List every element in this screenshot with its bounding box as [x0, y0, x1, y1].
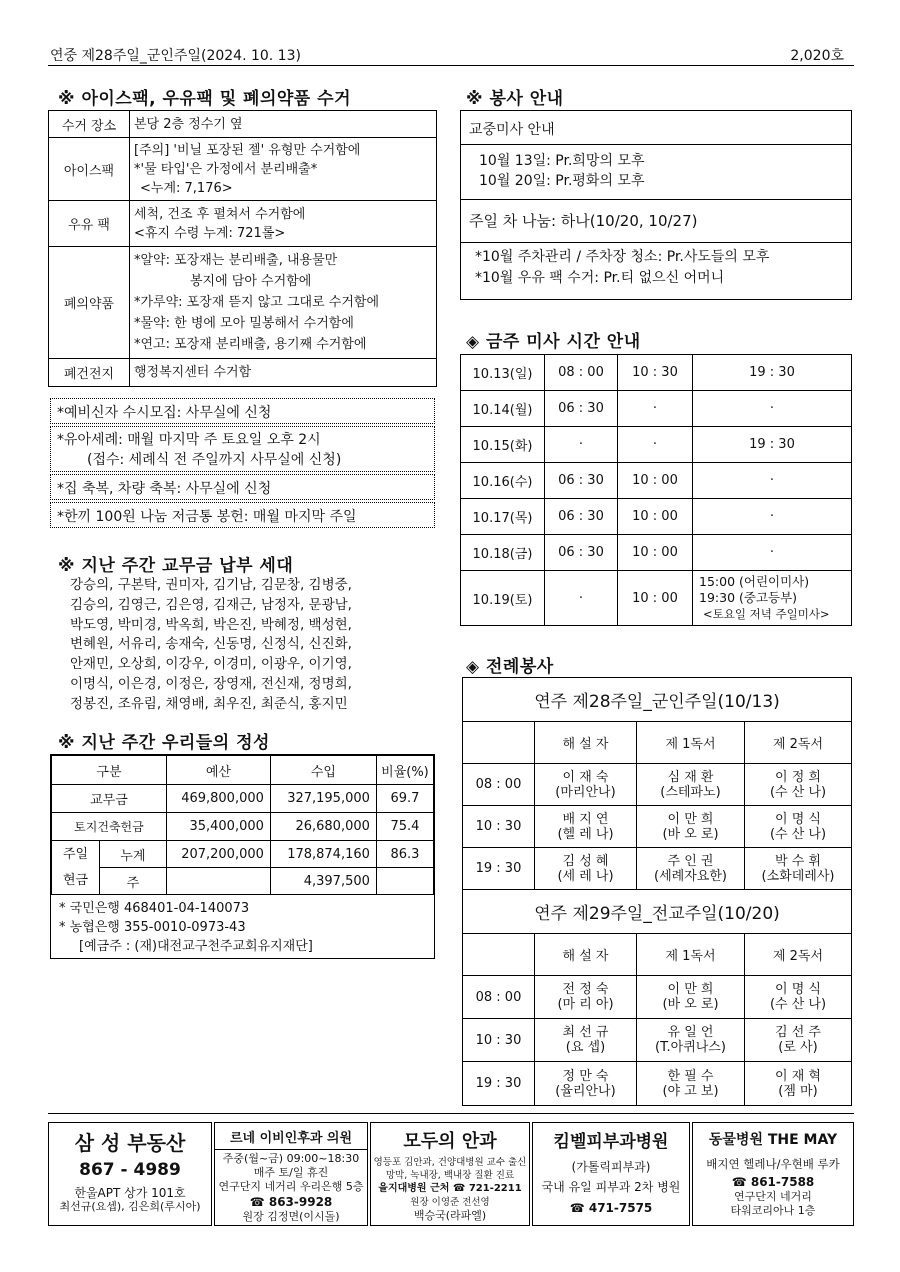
- reader-name: 주 인 권: [667, 853, 714, 869]
- mass-time: ·: [693, 499, 852, 535]
- ad-phone: 867 - 4989: [79, 1160, 181, 1180]
- donor-line: 변혜원, 서유리, 송재숙, 신동명, 신정식, 신진화,: [70, 636, 352, 653]
- liturgy-header: 제 2독서: [745, 722, 852, 764]
- reader-name: 김 성 혜: [562, 853, 609, 869]
- mass-date: 10.14(월): [461, 391, 545, 427]
- ad-line: 영등포 김안과, 건양대병원 교수 출신: [373, 1157, 527, 1168]
- bank-line: [예금주 : (재)대전교구천주교회유지재단]: [79, 939, 313, 954]
- mass-time: 19:30 (중고등부): [699, 590, 798, 605]
- offering-label: 주: [100, 868, 167, 895]
- reader-name: 이 명 식: [775, 982, 821, 997]
- service-panel: [460, 110, 852, 300]
- mass-guide: [461, 145, 851, 199]
- collection-label: 아이스팩: [49, 138, 130, 201]
- offering-label: 누계: [100, 841, 167, 868]
- collection-line: 봉지에 담아 수거함에: [190, 274, 312, 290]
- offering-label: 토지건축헌금: [52, 813, 167, 841]
- ad-line: 원장 이영준 전선영: [410, 1197, 490, 1208]
- collection-label: 수거 장소: [49, 111, 130, 138]
- reader-baptismal: (로 사): [778, 1040, 818, 1055]
- liturgy-time: 19 : 30: [463, 1062, 535, 1106]
- notice-text: *예비신자 수시모집: 사무실에 신청: [57, 405, 272, 421]
- collection-value: 행정복지센터 수거함: [130, 358, 437, 386]
- offering-income: 178,874,160: [270, 841, 376, 868]
- mass-time: 19 : 30: [693, 355, 852, 391]
- bank-accounts: [51, 895, 434, 960]
- reader-name: 이 재 숙: [562, 769, 609, 785]
- notice-box: [50, 502, 435, 528]
- donor-line: 안재민, 오상희, 이강우, 이경미, 이광우, 이기영,: [70, 656, 352, 673]
- mass-date: 10.18(금): [461, 535, 545, 571]
- notice-box: [50, 426, 435, 472]
- mass-time: 10 : 30: [618, 355, 693, 391]
- collection-line: [주의] '비닐 포장된 젤' 유형만 수거함에: [134, 142, 361, 158]
- offering-ratio-empty: [376, 868, 433, 895]
- reader-name: 이 재 혁: [775, 1068, 821, 1084]
- offering-group-label: [52, 841, 100, 895]
- mass-time: ·: [618, 391, 693, 427]
- reader-name: 이 만 희: [667, 982, 714, 997]
- reader-baptismal: (바 오 로): [662, 826, 719, 842]
- ad-line: 한울APT 상가 101호: [74, 1186, 186, 1200]
- offering-budget-empty: [166, 868, 270, 895]
- collection-table: [48, 110, 437, 387]
- notice-text: *한끼 100원 나눔 저금통 봉헌: 매월 마지막 주일: [57, 509, 357, 525]
- liturgy-time: 19 : 30: [463, 848, 535, 890]
- mass-time: 06 : 30: [545, 499, 618, 535]
- mass-time: ·: [618, 427, 693, 463]
- liturgy-table: [462, 677, 852, 1105]
- collection-label: 폐의약품: [49, 247, 130, 358]
- mass-note: <토요일 저녁 주일미사>: [703, 607, 830, 621]
- reader-baptismal: (수 산 나): [769, 784, 827, 800]
- liturgy-time: 10 : 30: [463, 806, 535, 848]
- offering-header: 예산: [166, 756, 270, 785]
- donors-list: [70, 576, 352, 715]
- footer-divider: [48, 1113, 854, 1114]
- liturgy-time: 10 : 30: [463, 1019, 535, 1062]
- reader-baptismal: (수 산 나): [769, 997, 827, 1012]
- mass-time: 10 : 00: [618, 463, 693, 499]
- reader-name: 이 명 식: [775, 811, 821, 827]
- issue-number: 2,020호: [790, 48, 844, 64]
- ad-phone: ☎ 471-7575: [569, 1201, 653, 1215]
- collection-line: *알약: 포장재는 분리배출, 내용물만: [134, 253, 338, 269]
- collection-line: *물약: 한 병에 모아 밀봉해서 수거함에: [134, 316, 354, 332]
- mass-times-table: [460, 354, 852, 625]
- notice-text: *유아세례: 매월 마지막 주 토요일 오후 2시: [57, 432, 321, 448]
- mass-saturday-times: [693, 571, 852, 626]
- reader-baptismal: (세 레 나): [557, 868, 614, 884]
- reader-name: 이 만 희: [667, 811, 714, 827]
- duty-list: [461, 243, 851, 293]
- reader-name: 전 정 숙: [562, 982, 609, 997]
- reader-name: 최 선 규: [562, 1025, 609, 1040]
- ad-dermatology: [532, 1122, 690, 1226]
- ad-title: 삼 성 부동산: [74, 1131, 186, 1155]
- reader-baptismal: (마 리 아): [557, 997, 614, 1012]
- notice-box: [50, 398, 435, 424]
- reader-name: 이 정 희: [775, 769, 821, 785]
- collection-label: 우유 팩: [49, 201, 130, 247]
- mass-time: ·: [545, 571, 618, 626]
- ad-ent-clinic: [214, 1122, 368, 1226]
- reader-name: 배 지 연: [562, 811, 609, 827]
- reader-baptismal: (바 오 로): [662, 997, 719, 1012]
- reader-baptismal: (야 고 보): [662, 1083, 719, 1099]
- notice-text: *집 축복, 차량 축복: 사무실에 신청: [57, 481, 272, 497]
- reader-baptismal: (요 셉): [565, 1040, 606, 1055]
- mass-time: ·: [545, 427, 618, 463]
- service-title: ※ 봉사 안내: [466, 89, 564, 109]
- bulletin-title: 연중 제28주일_군인주일(2024. 10. 13): [50, 48, 301, 64]
- liturgy-week-title: 연주 제28주일_군인주일(10/13): [463, 678, 852, 722]
- ad-title: 킴벨피부과병원: [553, 1132, 669, 1152]
- reader-baptismal: (마리안나): [555, 784, 616, 800]
- offering-income: 4,397,500: [270, 868, 376, 895]
- reader-name: 한 필 수: [667, 1068, 714, 1084]
- mass-time: ·: [693, 535, 852, 571]
- liturgy-header: 제 1독서: [637, 934, 745, 976]
- liturgy-week-title: 연주 제29주일_전교주일(10/20): [463, 890, 852, 934]
- reader-baptismal: (율리안나): [555, 1083, 616, 1099]
- offering-header: 구분: [52, 756, 167, 785]
- mass-guide-line: 10월 20일: Pr.평화의 모후: [479, 173, 645, 189]
- reader-baptismal: (스테파노): [660, 784, 721, 800]
- ad-eye-clinic: [370, 1122, 530, 1226]
- mass-time: 10 : 00: [618, 535, 693, 571]
- notice-text: (접수: 세례식 전 주일까지 사무실에 신청): [87, 452, 342, 468]
- page-header: [48, 44, 854, 66]
- collection-label: 폐건전지: [49, 358, 130, 386]
- offering-label: 교무금: [52, 785, 167, 813]
- mass-time: 06 : 30: [545, 463, 618, 499]
- liturgy-title: ◈ 전례봉사: [466, 657, 554, 677]
- offering-header: 수입: [270, 756, 376, 785]
- ad-line: 망막, 녹내장, 백내장 질환 진료: [385, 1170, 515, 1181]
- ad-footer: 연구단지 네거리: [734, 1190, 812, 1203]
- ad-phone: ☎ 861-7588: [731, 1175, 815, 1189]
- collection-title: ※ 아이스팩, 우유팩 및 폐의약품 수거: [58, 89, 351, 109]
- liturgy-corner: [463, 934, 535, 976]
- reader-name: 정 만 숙: [562, 1068, 609, 1084]
- ad-footer: 타워코리아나 1층: [730, 1204, 816, 1217]
- reader-baptismal: (젬 마): [778, 1083, 818, 1099]
- liturgy-time: 08 : 00: [463, 976, 535, 1019]
- duty-line: *10월 우유 팩 수거: Pr.티 없으신 어머니: [475, 270, 725, 286]
- reader-baptismal: (수 산 나): [769, 826, 827, 842]
- collection-line: <휴지 수령 누계: 721롤>: [134, 225, 286, 241]
- liturgy-time: 08 : 00: [463, 764, 535, 806]
- ad-footer: 백승국(라파엘): [413, 1209, 487, 1222]
- liturgy-header: 해 설 자: [535, 722, 637, 764]
- reader-name: 김 선 주: [775, 1025, 821, 1040]
- offering-income: 327,195,000: [270, 785, 376, 813]
- collection-line: 세척, 건조 후 펼쳐서 수거함에: [134, 206, 306, 222]
- donor-line: 강승의, 구본탁, 권미자, 김기남, 김문창, 김병중,: [70, 577, 352, 593]
- collection-line: *연고: 포장재 분리배출, 용기째 수거함에: [134, 337, 367, 353]
- reader-baptismal: (소화데레사): [761, 868, 835, 884]
- bank-line: * 국민은행 468401-04-140073: [59, 901, 250, 916]
- reader-name: 박 수 휘: [775, 853, 821, 869]
- mass-time: 10 : 00: [618, 499, 693, 535]
- offering-group-bottom: 현금: [62, 872, 89, 888]
- mass-time: 15:00 (어린이미사): [699, 574, 810, 589]
- donor-line: 박도영, 박미경, 박옥희, 박은진, 박혜정, 백성현,: [70, 616, 352, 633]
- mass-time: 10 : 00: [618, 571, 693, 626]
- mass-date: 10.16(수): [461, 463, 545, 499]
- offering-panel: [50, 754, 435, 959]
- offering-budget: 207,200,000: [166, 841, 270, 868]
- donor-line: 이명식, 이은경, 이정은, 장영재, 전신재, 정명희,: [70, 675, 352, 692]
- ad-line: (가톨릭피부과): [571, 1160, 651, 1174]
- mass-date: 10.19(토): [461, 571, 545, 626]
- ad-title: 모두의 안과: [403, 1131, 497, 1152]
- duty-line: *10월 주차관리 / 주차장 청소: Pr.사도들의 모후: [475, 249, 770, 265]
- offering-income: 26,680,000: [270, 813, 376, 841]
- ad-line: 매주 토/일 휴진: [253, 1166, 329, 1179]
- mass-time: 06 : 30: [545, 391, 618, 427]
- collection-value: 본당 2층 정수기 옆: [130, 111, 437, 138]
- liturgy-header: 해 설 자: [535, 934, 637, 976]
- ad-title: 동물병원 THE MAY: [708, 1132, 838, 1148]
- mass-date: 10.17(목): [461, 499, 545, 535]
- ad-line: 최선규(요셉), 김은희(루시아): [59, 1200, 201, 1213]
- reader-baptismal: (세례자요한): [654, 868, 727, 884]
- notice-box: [50, 474, 435, 500]
- offering-group-top: 주일: [62, 846, 89, 862]
- offering-title: ※ 지난 주간 우리들의 정성: [58, 733, 270, 753]
- ad-line: 연구단지 네거리 우리은행 5층: [218, 1180, 364, 1193]
- mass-date: 10.13(일): [461, 355, 545, 391]
- car-share: 주일 차 나눔: 하나(10/20, 10/27): [461, 199, 851, 243]
- ad-phone: ☎ 863-9928: [249, 1195, 333, 1209]
- collection-line: <누계: 7,176>: [140, 180, 233, 196]
- mass-time: 08 : 00: [545, 355, 618, 391]
- offering-ratio: 86.3: [376, 841, 433, 868]
- mass-time: ·: [693, 463, 852, 499]
- donor-line: 정봉진, 조유림, 채영배, 최우진, 최준식, 홍지민: [70, 695, 348, 712]
- ad-line: 주중(월~금) 09:00~18:30: [222, 1152, 360, 1165]
- reader-baptismal: (T.아퀴나스): [655, 1040, 726, 1055]
- mass-times-title: ◈ 금주 미사 시간 안내: [466, 332, 641, 352]
- reader-name: 유 일 언: [667, 1025, 714, 1040]
- offering-header: 비율(%): [376, 756, 433, 785]
- collection-line: *'물 타입'은 가정에서 분리배출*: [134, 161, 318, 177]
- mass-time: ·: [693, 391, 852, 427]
- liturgy-corner: [463, 722, 535, 764]
- donors-title: ※ 지난 주간 교무금 납부 세대: [58, 556, 294, 576]
- ad-line: 국내 유일 피부과 2차 병원: [541, 1180, 681, 1194]
- donor-line: 김승의, 김영근, 김은영, 김재근, 남정자, 문광남,: [70, 596, 352, 613]
- ad-real-estate: [48, 1122, 212, 1226]
- offering-ratio: 75.4: [376, 813, 433, 841]
- offering-budget: 469,800,000: [166, 785, 270, 813]
- mass-date: 10.15(화): [461, 427, 545, 463]
- ad-line: 을지대병원 근처 ☎ 721-2211: [378, 1183, 522, 1194]
- offering-ratio: 69.7: [376, 785, 433, 813]
- mass-guide-title: 교중미사 안내: [461, 111, 851, 145]
- ad-line: 배지연 헬레나/우현배 루카: [706, 1157, 840, 1171]
- mass-guide-line: 10월 13일: Pr.희망의 모후: [479, 153, 645, 169]
- ad-animal-hospital: [692, 1122, 854, 1226]
- bank-line: * 농협은행 355-0010-0973-43: [59, 920, 246, 935]
- mass-time: 06 : 30: [545, 535, 618, 571]
- ad-footer: 원장 김정면(이시돌): [242, 1210, 340, 1223]
- mass-time: 19 : 30: [693, 427, 852, 463]
- ad-title: 르네 이비인후과 의원: [229, 1131, 353, 1146]
- liturgy-header: 제 2독서: [745, 934, 852, 976]
- liturgy-header: 제 1독서: [637, 722, 745, 764]
- reader-baptismal: (헬 레 나): [557, 826, 614, 842]
- offering-budget: 35,400,000: [166, 813, 270, 841]
- reader-name: 심 재 환: [667, 769, 714, 785]
- collection-line: *가루약: 포장재 뜯지 않고 그대로 수거함에: [134, 295, 380, 311]
